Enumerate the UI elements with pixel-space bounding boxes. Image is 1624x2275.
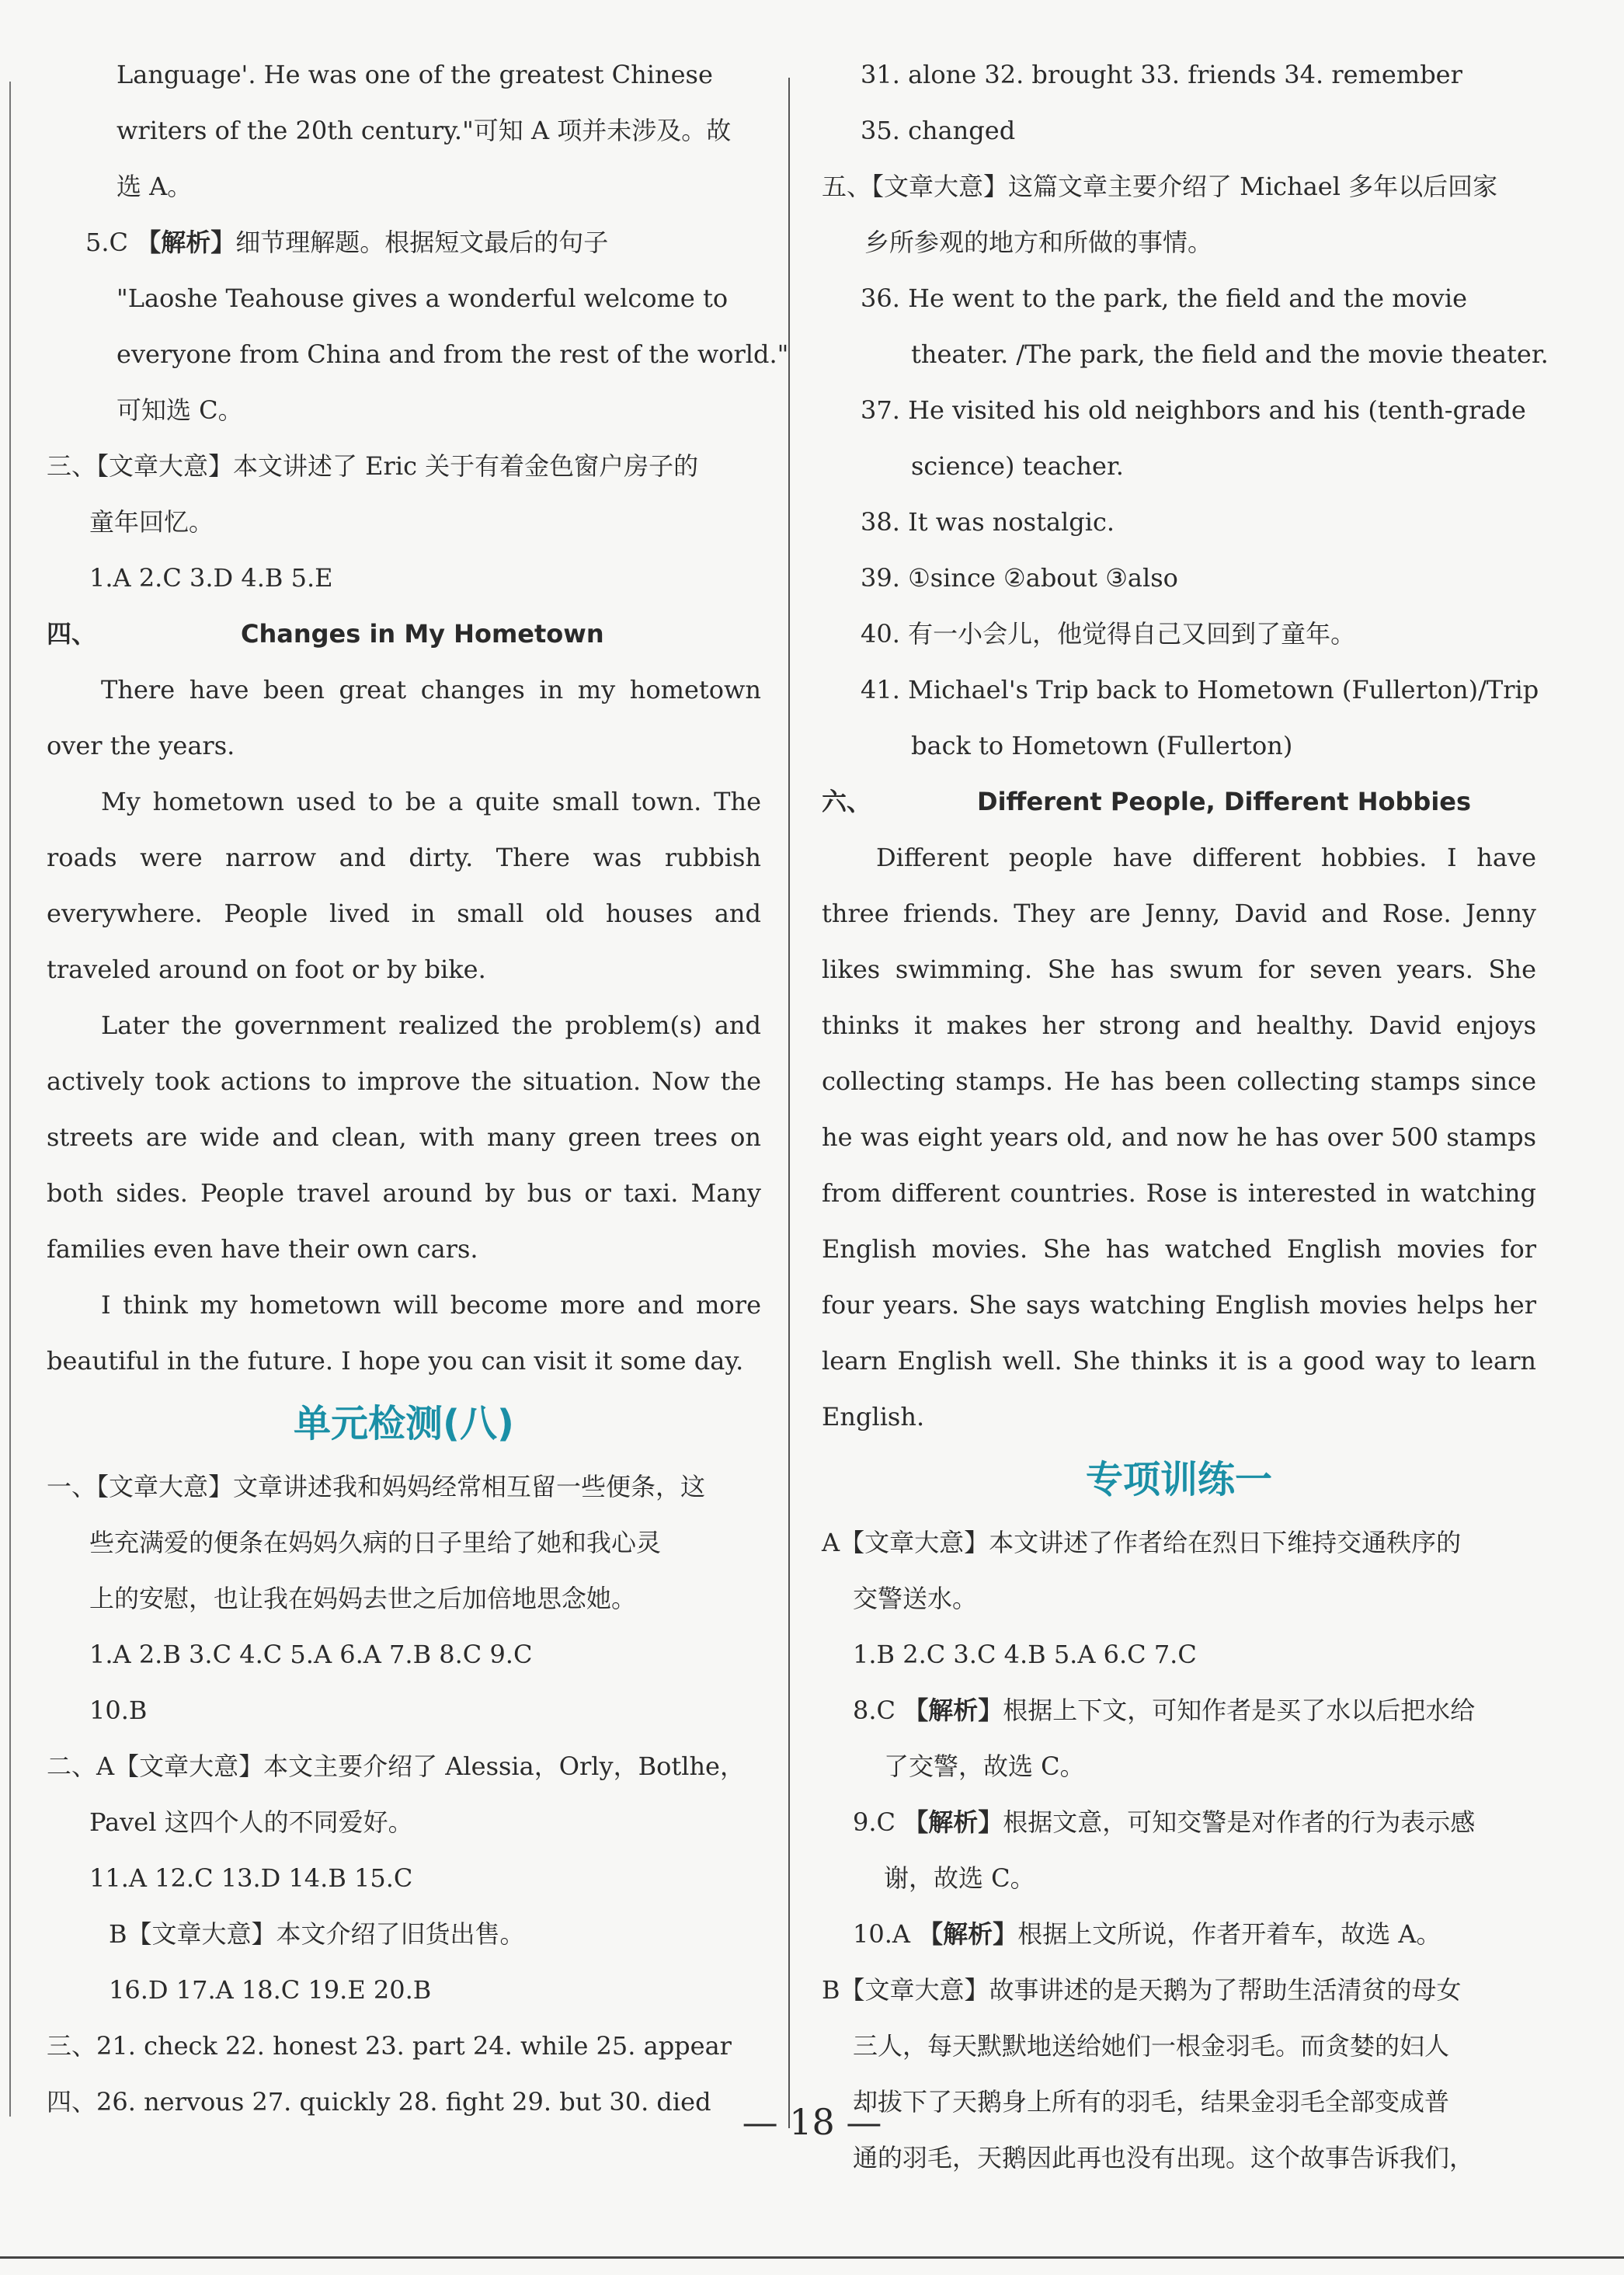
b-head: B【文章大意】故事讲述的是天鹅为了帮助生活清贫的母女 (822, 1975, 1462, 2005)
u2-b-head: B【文章大意】本文介绍了旧货出售。 (109, 1919, 525, 1949)
column-divider (788, 78, 790, 2128)
text-line: 三人，每天默默地送给她们一根金羽毛。而贪婪的妇人 (853, 2031, 1450, 2061)
u1-head: 一、【文章大意】文章讲述我和妈妈经常相互留一些便条，这 (47, 1472, 706, 1501)
answers: 11.A 12.C 13.D 14.B 15.C (89, 1863, 413, 1893)
text-line: Language'. He was one of the greatest Chinese (116, 60, 713, 89)
section-6-title: 六、 Different People, Different Hobbies (822, 787, 1472, 816)
text-line: 童年回忆。 (89, 507, 214, 537)
text-line: 交警送水。 (853, 1584, 978, 1613)
q41-cont: back to Hometown (Fullerton) (911, 731, 1293, 760)
a-head: A【文章大意】本文讲述了作者给在烈日下维持交通秩序的 (822, 1528, 1462, 1557)
q38: 38. It was nostalgic. (861, 507, 1115, 537)
page-number: — 18 — (742, 2101, 882, 2143)
text-line: 了交警，故选 C。 (884, 1751, 1085, 1781)
q41: 41. Michael's Trip back to Hometown (Fullerton)/Trip (861, 675, 1539, 704)
q37: 37. He visited his old neighbors and his (tenth-grade (861, 395, 1526, 425)
special-title: 专项训练一 (1085, 1458, 1272, 1501)
q40: 40. 有一小会儿，他觉得自己又回到了童年。 (861, 619, 1356, 649)
answers: 35. changed (861, 116, 1016, 145)
text-line: 却拔下了天鹅身上所有的羽毛，结果金羽毛全部变成普 (853, 2087, 1450, 2117)
text-line: writers of the 20th century."可知 A 项并未涉及。故 (116, 116, 732, 145)
left-margin-line (9, 82, 11, 2117)
text-line: 选 A。 (116, 172, 193, 201)
essay-paragraph: There have been great changes in my hometown over the years. (47, 675, 761, 760)
text-line: 通的羽毛，天鹅因此再也没有出现。这个故事告诉我们， (853, 2143, 1475, 2172)
essay-paragraph: Different people have different hobbies. I have three friends. They are Jenny, David and Rose. Jenny likes swimming. She has swum for seven years. She thinks it makes her strong and healthy. David enjoys collecting stamps. He has been collecting stamps since he was eight years old, and now he has over 500 stamps from different countries. Rose is interested in watching English movies. She has watched English movies for four years. She says watching English movies helps her learn English well. She thinks it is a good way to learn English. (822, 843, 1536, 1431)
answers: 1.B 2.C 3.C 4.B 5.A 6.C 7.C (853, 1640, 1197, 1669)
right-column (822, 47, 1549, 2186)
q36-cont: theater. /The park, the field and the movie theater. (911, 339, 1549, 369)
answers: 16.D 17.A 18.C 19.E 20.B (109, 1975, 432, 2005)
answers: 1.A 2.B 3.C 4.C 5.A 6.A 7.B 8.C 9.C (89, 1640, 533, 1669)
left-column (47, 47, 789, 2130)
text-line: 乡所参观的地方和所做的事情。 (864, 228, 1213, 257)
bottom-rule (0, 2256, 1624, 2259)
section-3-head: 三、【文章大意】本文讲述了 Eric 关于有着金色窗户房子的 (47, 451, 699, 481)
answers: 10.B (89, 1696, 148, 1725)
text-line: "Laoshe Teahouse gives a wonderful welcome to (116, 284, 729, 313)
section-4-title: 四、 Changes in My Hometown (47, 619, 604, 649)
q9-line: 9.C 【解析】根据文意，可知交警是对作者的行为表示感 (853, 1807, 1476, 1837)
text-line: everyone from China and from the rest of the world." (116, 339, 789, 369)
essay-paragraph: My hometown used to be a quite small town. The roads were narrow and dirty. There was rubbish everywhere. People lived in small old houses and traveled around on foot or by bike. (47, 787, 761, 984)
q37-cont: science) teacher. (911, 451, 1124, 481)
q10-line: 10.A 【解析】根据上文所说，作者开着车，故选 A。 (853, 1919, 1441, 1949)
u2-head: 二、A【文章大意】本文主要介绍了 Alessia，Orly，Botlhe， (47, 1751, 745, 1781)
essay-paragraph: I think my hometown will become more and more beautiful in the future. I hope you can visit it some day. (47, 1290, 761, 1376)
section-5-head: 五、【文章大意】这篇文章主要介绍了 Michael 多年以后回家 (822, 172, 1498, 201)
essay-paragraph: Later the government realized the problem(s) and actively took actions to improve the situation. Now the streets are wide and clean, with many green trees on both sides. People travel around by bus or taxi. Many families even have their own cars. (47, 1011, 761, 1264)
text-line: 些充满爱的便条在妈妈久病的日子里给了她和我心灵 (89, 1528, 662, 1557)
answers: 31. alone 32. brought 33. friends 34. remember (861, 60, 1462, 89)
answers: 1.A 2.C 3.D 4.B 5.E (89, 563, 333, 593)
text-line: 上的安慰，也让我在妈妈去世之后加倍地思念她。 (89, 1584, 637, 1613)
unit-title: 单元检测(八) (294, 1402, 514, 1445)
q39: 39. ①since ②about ③also (861, 563, 1178, 593)
text-line: Pavel 这四个人的不同爱好。 (89, 1807, 413, 1837)
q5-line: 5.C 【解析】细节理解题。根据短文最后的句子 (85, 228, 609, 257)
u3-answers: 三、21. check 22. honest 23. part 24. while 25. appear (47, 2031, 732, 2061)
text-line: 可知选 C。 (116, 395, 243, 425)
u4-answers: 四、26. nervous 27. quickly 28. fight 29. but 30. died (47, 2087, 711, 2117)
q8-line: 8.C 【解析】根据上下文，可知作者是买了水以后把水给 (853, 1696, 1476, 1725)
q36: 36. He went to the park, the field and the movie (861, 284, 1468, 313)
text-line: 谢，故选 C。 (884, 1863, 1035, 1893)
